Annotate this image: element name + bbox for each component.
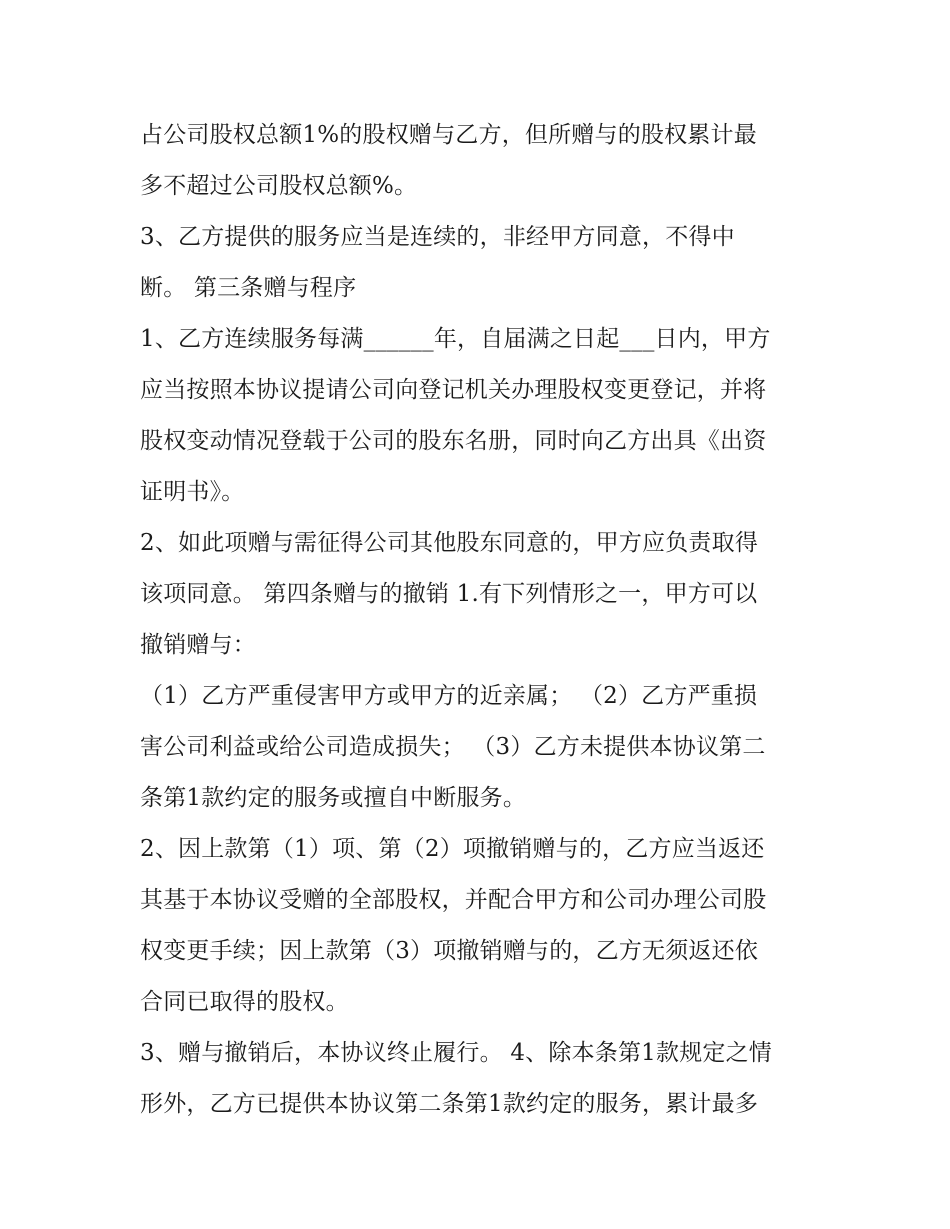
text-line: （1）乙方严重侵害甲方或甲方的近亲属； （2）乙方严重损 xyxy=(140,683,758,709)
text-line: 占公司股权总额1%的股权赠与乙方，但所赠与的股权累计最 xyxy=(140,122,757,148)
text-line: 条第1款约定的服务或擅自中断服务。 xyxy=(140,785,527,811)
document-body xyxy=(140,110,830,1130)
text-line: 股权变动情况登载于公司的股东名册，同时向乙方出具《出资 xyxy=(140,428,767,454)
text-line: 断。 第三条赠与程序 xyxy=(140,275,357,301)
text-line: 害公司利益或给公司造成损失； （3）乙方未提供本协议第二 xyxy=(140,734,766,760)
text-line: 3、乙方提供的服务应当是连续的，非经甲方同意，不得中 xyxy=(140,224,735,250)
text-line: 撤销赠与： xyxy=(140,632,256,658)
text-line: 该项同意。 第四条赠与的撤销 1.有下列情形之一，甲方可以 xyxy=(140,581,758,607)
text-line: 形外，乙方已提供本协议第二条第1款约定的服务，累计最多 xyxy=(140,1091,759,1117)
text-line: 证明书》。 xyxy=(140,479,245,505)
text-line: 合同已取得的股权。 xyxy=(140,989,349,1015)
text-line: 其基于本协议受赠的全部股权，并配合甲方和公司办理公司股 xyxy=(140,887,767,913)
text-line: 2、如此项赠与需征得公司其他股东同意的，甲方应负责取得 xyxy=(140,530,759,556)
text-line: 多不超过公司股权总额%。 xyxy=(140,173,418,199)
text-line: 权变更手续；因上款第（3）项撤销赠与的，乙方无须返还依 xyxy=(140,938,759,964)
text-line: 3、赠与撤销后，本协议终止履行。 4、除本条第1款规定之情 xyxy=(140,1040,773,1066)
text-line: 2、因上款第（1）项、第（2）项撤销赠与的，乙方应当返还 xyxy=(140,836,765,862)
text-line: 1、乙方连续服务每满______年，自届满之日起___日内，甲方 xyxy=(140,326,771,352)
text-line: 应当按照本协议提请公司向登记机关办理股权变更登记，并将 xyxy=(140,377,767,403)
